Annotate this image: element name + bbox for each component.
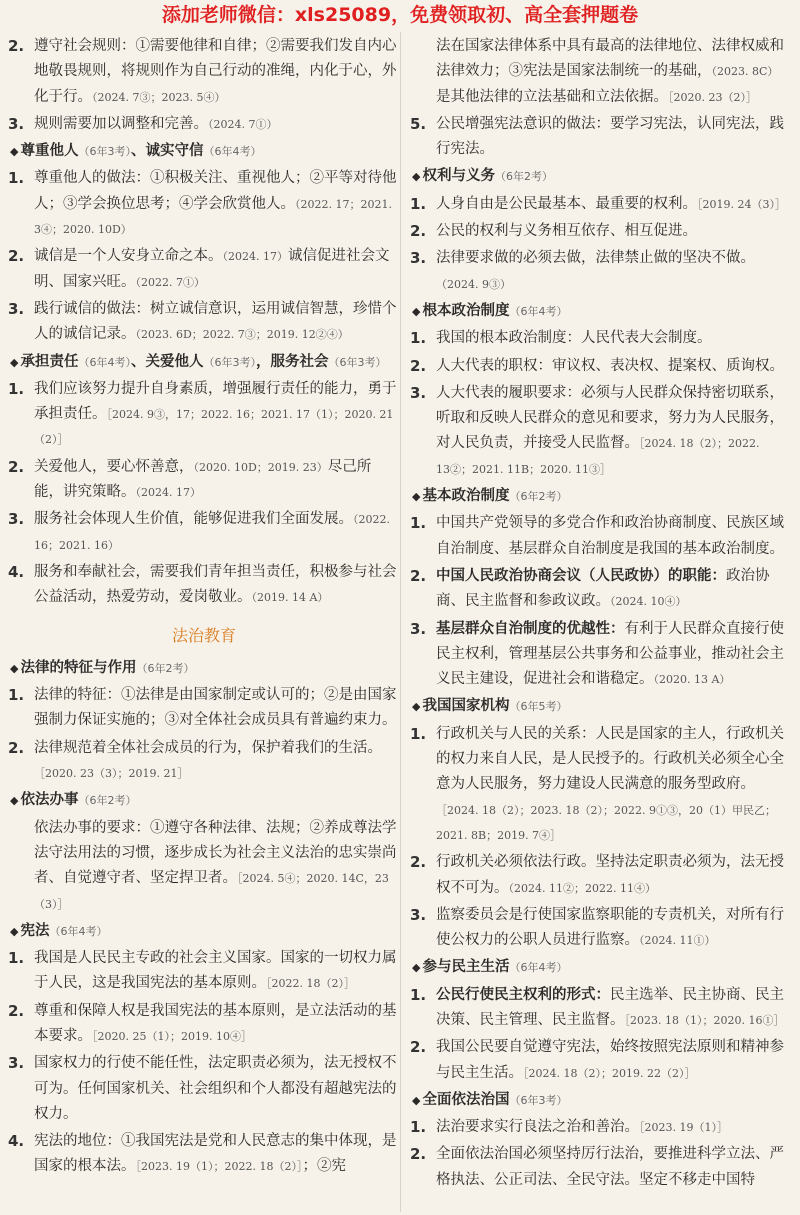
heading-note: （6年4考） [49,924,108,938]
heading-note: （6年4考） [509,961,568,975]
item-text: 遵守社会规则：①需要他律和自律；②需要我们发自内心地敬畏规则，将规则作为自己行动的准绳，内化于心，外化于行。 [34,38,397,105]
list-item [8,683,400,734]
item-number: 3. [410,619,427,638]
exam-source: ［2020. 23（3）；2019. 21］ [34,767,189,781]
item-text: 行政机关与人民的关系：人民是国家的主人，行政机关的权力来自人民，是人民授予的。行政机关必须全心全意为人民服务，努力建设人民满意的服务型政府。 [436,725,784,793]
item-number: 1. [8,686,25,705]
item-number: 2. [8,37,25,55]
heading-note: （6年5考） [509,700,568,714]
item-text: ；②宪 [302,1158,346,1175]
list-item [410,219,788,244]
item-number: 1. [410,194,427,213]
list-item [410,617,788,693]
exam-source: （2020. 10D；2019. 23） [193,460,328,474]
item-number: 3. [8,1054,25,1073]
item-number: 1. [8,949,25,968]
item-text: 国家权力的行使不能任性，法定职责必须为，法无授权不可为。任何国家机关、社会组织和个人都没有超越宪法的权力。 [34,1055,397,1122]
column-divider [400,32,401,1212]
left-column [0,34,400,1209]
diamond-icon: ◆ [10,794,19,808]
item-text: 诚信促进社会文明、国家兴旺。 [34,248,390,290]
heading-note: （6年4考） [78,355,131,369]
heading-text: 法律的特征与作用 [20,659,137,676]
exam-source: （2024. 11②；2022. 11④） [508,881,656,895]
diamond-icon: ◆ [412,1093,421,1107]
list-item [8,560,400,611]
item-number: 1. [410,1118,427,1137]
diamond-icon: ◆ [10,145,19,159]
list-item [410,564,788,615]
diamond-icon: ◆ [10,355,19,369]
list-item [8,455,400,506]
heading-text: 我国国家机构 [422,698,510,715]
item-text: 尊重和保障人权是我国宪法的基本原则，是立法活动的基本要求。 [34,1002,397,1044]
item-number: 3. [8,510,25,529]
heading-text: 权利与义务 [422,168,495,185]
exam-source: ［2024. 18（2）；2022. 13②；2021. 11B；2020. 11③］ [436,437,760,476]
list-item [410,1142,788,1193]
item-text: 法律规范着全体社会成员的行为，保护着我们的生活。 [34,739,382,756]
item-text: 服务和奉献社会，需要我们青年担当责任，积极参与社会公益活动，热爱劳动，爱岗敬业。 [34,563,397,606]
list-item [8,946,400,997]
exam-source: （2024. 7①） [208,117,278,131]
heading-note: （6年3考） [509,1093,568,1107]
list-item [410,326,788,351]
item-text: 监察委员会是行使国家监察职能的专责机关，对所有行使公权力的公职人员进行监察。 [436,906,784,949]
list-item [410,246,788,297]
diamond-icon: ◆ [412,700,421,714]
list-item [8,112,400,137]
list-item [410,112,788,163]
list-item [8,1129,400,1180]
item-number: 2. [8,738,25,757]
exam-source: ［2023. 19（1）］ [639,1121,728,1135]
list-item [8,244,400,295]
topic-heading [410,299,788,324]
right-column [410,34,788,1209]
exam-source: （2024. 11①） [639,934,716,948]
exam-source: （2020. 13 A） [653,673,731,687]
item-number: 2. [8,247,25,266]
item-number: 2. [410,853,427,872]
heading-text: ，服务社会 [255,353,329,370]
exam-source: （2024. 7③；2023. 5④） [92,90,226,104]
exam-source: ［2022. 18（2）］ [266,977,355,991]
item-number: 3. [410,905,427,924]
exam-source: （2022. 7①） [135,275,205,289]
item-number: 4. [8,562,25,581]
topic-heading [410,1088,788,1113]
item-number: 3. [8,114,25,133]
item-number: 5. [410,114,427,133]
list-item [410,34,788,110]
exam-source: （2023. 6D；2022. 7③；2019. 12②④） [135,328,349,342]
list-item [8,736,400,787]
item-lead: 公民行使民主权利的形式： [436,986,610,1003]
heading-text: 承担责任 [20,353,79,370]
item-number: 4. [8,1132,25,1151]
item-number: 3. [410,383,427,402]
exam-source: （2019. 14 A） [251,591,329,605]
item-text: 依法办事的要求：①遵守各种法律、法规；②养成尊法学法守法用法的习惯，逐步成长为社会主义法治的忠实崇尚者、自觉遵守者、坚定捍卫者。 [34,819,397,887]
item-text: 我国是人民民主专政的社会主义国家。国家的一切权力属于人民，这是我国宪法的基本原则。 [34,950,397,992]
list-item [8,999,400,1050]
topic-heading [8,788,400,813]
item-number: 2. [410,356,427,375]
diamond-icon: ◆ [412,490,421,504]
exam-source: ［2024. 9③，17；2022. 16；2021. 17（1）；2020. 21（2）］ [34,408,394,447]
item-number: 2. [410,1145,427,1164]
exam-source: （2024. 17） [135,486,201,500]
item-text: 法治要求实行良法之治和善治。 [436,1119,639,1136]
item-text: 法律要求做的必须去做，法律禁止做的坚决不做。 [436,250,755,267]
exam-source: （2022. 16；2021. 16） [34,513,390,552]
item-text: 民主选举、民主协商、民主决策、民主管理、民主监督。 [436,986,784,1028]
list-item [410,983,788,1034]
item-number: 2. [410,222,427,241]
topic-heading [8,139,400,164]
exam-source: ［2023. 19（1）；2022. 18（2）］ [135,1160,303,1174]
item-text: 公民的权利与义务相互依存、相互促进。 [436,223,697,240]
exam-source: ［2024. 18（2）；2019. 22（2）］ [523,1066,696,1080]
section-title: 法治教育 [171,625,236,645]
topic-heading [410,164,788,189]
item-text: 我国的根本政治制度：人民代表大会制度。 [436,330,712,347]
list-item [410,1115,788,1140]
diamond-icon: ◆ [10,661,19,675]
heading-note: （6年4考） [509,304,568,318]
list-item [410,192,788,217]
heading-text: 、关爱他人 [130,353,204,370]
list-item [8,507,400,558]
item-number: 1. [8,169,25,188]
list-item [410,354,788,379]
heading-text: 基本政治制度 [422,488,510,505]
heading-text: 全面依法治国 [422,1091,510,1108]
list-item [8,1051,400,1127]
heading-note: （6年2考） [494,170,553,184]
heading-text: 依法办事 [20,792,79,809]
topic-heading [8,919,400,944]
item-text: 行政机关必须依法行政。坚持法定职责必须为，法无授权不可为。 [436,854,784,896]
item-text: 规则需要加以调整和完善。 [34,115,208,132]
heading-text: 尊重他人 [20,143,79,160]
item-text: 人大代表的职权：审议权、表决权、提案权、质询权。 [436,357,784,374]
item-lead: 中国人民政治协商会议（人民政协）的职能： [436,567,726,584]
item-text: 尊重他人的做法：①积极关注、重视他人；②平等对待他人；③学会换位思考；④学会欣赏他人。 [34,170,397,212]
item-text: 诚信是一个人安身立命之本。 [34,248,223,265]
item-text: 尽己所能，讲究策略。 [34,458,372,501]
heading-note: （6年4考） [203,145,262,159]
exam-source: ［2019. 24（3）］ [697,197,786,211]
item-number: 2. [8,1001,25,1020]
item-text: 人大代表的履职要求：必须与人民群众保持密切联系，听取和反映人民群众的意见和要求，努力为人民服务，对人民负责，并接受人民监督。 [436,384,784,452]
exam-source: （2024. 10④） [610,595,687,609]
list-item [8,816,400,917]
topic-heading [410,484,788,509]
exam-source: （2024. 9③） [436,277,511,291]
item-number: 1. [410,724,427,743]
list-item [8,166,400,242]
list-item [8,377,400,453]
diamond-icon: ◆ [10,924,19,938]
heading-note: （6年2考） [509,490,568,504]
exam-source: ［2020. 23（2）］ [668,90,757,104]
item-number: 1. [410,514,427,533]
list-item [410,903,788,954]
topic-heading [410,694,788,719]
item-text: 法律的特征：①法律是由国家制定或认可的；②是由国家强制力保证实施的；③对全体社会成员具有普遍约束力。 [34,687,397,729]
diamond-icon: ◆ [412,961,421,975]
item-number: 1. [410,985,427,1004]
exam-source: ［2024. 5④；2020. 14C，23（3）］ [34,872,389,911]
exam-source: ［2023. 18（1）；2020. 16①］ [624,1013,785,1027]
exam-source: ［2024. 18（2）；2023. 18（2）；2022. 9①③，20（1）甲民乙；2021. 8B；2019. 7④］ [436,803,776,842]
item-text: 人身自由是公民最基本、最重要的权利。 [436,195,697,212]
list-item [410,722,788,848]
item-number: 2. [410,566,427,585]
heading-text: 宪法 [20,922,50,939]
item-text: 践行诚信的做法：树立诚信意识，运用诚信智慧，珍惜个人的诚信记录。 [34,300,397,343]
heading-note: （6年2考） [136,661,195,675]
diamond-icon: ◆ [412,170,421,184]
heading-text: 参与民主生活 [422,959,510,976]
heading-note: （6年2考） [78,794,137,808]
item-number: 2. [410,1038,427,1057]
exam-source: （2022. 17；2021. 3④；2020. 10D） [34,197,392,237]
exam-source: （2023. 8C） [711,65,779,79]
heading-note: （6年3考） [78,145,131,159]
item-number: 1. [410,329,427,348]
item-text: 有利于人民群众直接行使民主权利，管理基层公共事务和公益事业，推动社会主义民主建设，促进社会和谐稳定。 [436,620,784,688]
heading-text: 根本政治制度 [422,302,510,319]
exam-source: ［2020. 25（1）；2019. 10④］ [92,1029,252,1043]
topic-heading [8,350,400,375]
list-item [410,1035,788,1086]
heading-text: 、诚实守信 [130,143,204,160]
item-lead: 基层群众自治制度的优越性： [436,620,625,637]
item-text: 政治协商、民主监督和参政议政。 [436,567,770,610]
exam-source: （2024. 17） [222,250,288,264]
item-text: 是其他法律的立法基础和立法依据。 [436,88,668,105]
heading-note: （6年3考） [203,355,256,369]
item-text: 我们应该努力提升自身素质，增强履行责任的能力，勇于承担责任。 [34,380,397,423]
item-text: 服务社会体现人生价值，能够促进我们全面发展。 [34,511,353,528]
topic-heading [410,955,788,980]
item-text: 全面依法治国必须坚持厉行法治，要推进科学立法、严格执法、公正司法、全民守法。坚定不移走中国特 [436,1146,784,1188]
item-text: 法在国家法律体系中具有最高的法律地位、法律权威和法律效力；③宪法是国家法制统一的基础， [436,38,784,80]
item-number: 3. [8,299,25,318]
list-item [410,511,788,562]
item-text: 宪法的地位：①我国宪法是党和人民意志的集中体现，是国家的根本法。 [34,1133,397,1175]
list-item [410,381,788,482]
list-item [8,34,400,110]
item-number: 3. [410,249,427,268]
item-text: 我国公民要自觉遵守宪法，始终按照宪法原则和精神参与民主生活。 [436,1039,784,1081]
item-text: 关爱他人，要心怀善意， [34,458,194,475]
list-item [410,850,788,901]
topic-heading [8,656,400,681]
item-number: 2. [8,457,25,476]
item-number: 1. [8,379,25,398]
item-text: 中国共产党领导的多党合作和政治协商制度、民族区域自治制度、基层群众自治制度是我国的基本政治制度。 [436,515,784,557]
promo-banner: 添加老师微信：xls25089，免费领取初、高全套押题卷 [161,4,639,26]
heading-note: （6年3考） [328,355,387,369]
diamond-icon: ◆ [412,304,421,318]
list-item [8,297,400,348]
item-text: 公民增强宪法意识的做法：要学习宪法，认同宪法，践行宪法。 [436,115,784,158]
